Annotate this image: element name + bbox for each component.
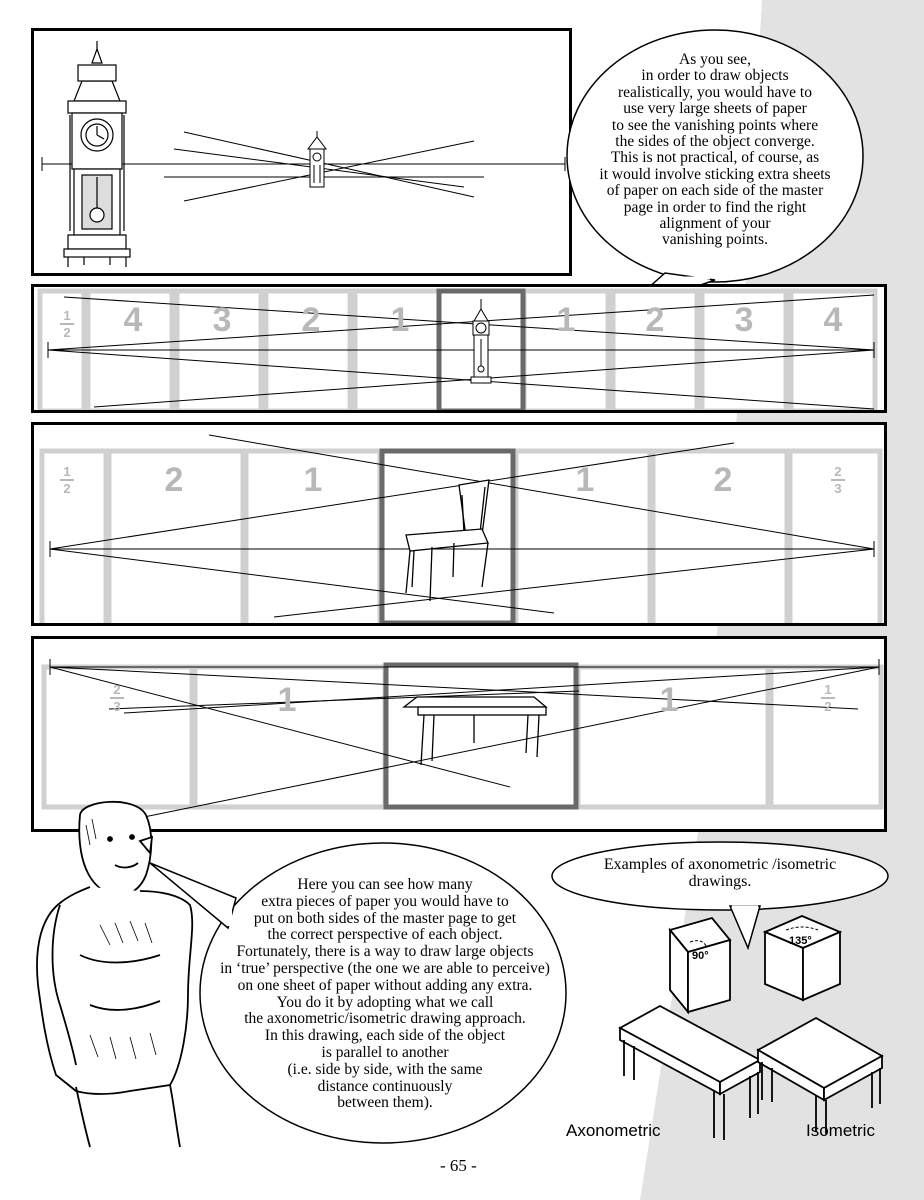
grandfather-clock-icon (64, 41, 130, 267)
page-number: - 65 - (440, 1156, 477, 1175)
page-number-label: 1 (277, 681, 297, 719)
isometric-table-icon (758, 1018, 882, 1134)
fraction-half-left: 1 2 (60, 465, 74, 495)
page-number-label: 2 (164, 461, 184, 499)
caption-isometric: Isometric (806, 1121, 875, 1140)
axonometric-isometric-examples (610, 910, 900, 1150)
small-clock-icon (308, 131, 326, 187)
axonometric-cube-icon (670, 918, 730, 1012)
speech-bubble-bottom (150, 838, 570, 1148)
clock-sheets-drawing (34, 287, 887, 413)
page-number-label: 1 (390, 301, 410, 339)
speech-bubble-top (565, 28, 865, 284)
page-number-label: 4 (123, 301, 143, 339)
page-number-label: 3 (212, 301, 232, 339)
page-number-label: 3 (734, 301, 754, 339)
page-number-label: 2 (301, 301, 321, 339)
axonometric-table-icon (620, 1006, 760, 1140)
speech-text-examples: Examples of axonometric /isometric drawings. (603, 856, 837, 890)
page-number-label: 2 (645, 301, 665, 339)
page-number-label: 4 (823, 301, 843, 339)
speech-text-top: As you see, in order to draw objects realistically, you would have to use very large sheets of paper to see the vanishing points where the sides of the object converge. This is not practical, of course, as it would involve sticking extra sheets of paper on each side of the master page in order to find the right alignment of your vanishing points. (599, 51, 831, 249)
table-icon (404, 697, 546, 765)
page-number-label: 1 (303, 461, 323, 499)
clock-perspective-drawing (34, 31, 572, 276)
caption-axonometric: Axonometric (566, 1121, 661, 1140)
angle-label-135: 135° (789, 935, 812, 947)
chair-icon (406, 480, 489, 601)
fraction-two-thirds-right: 2 3 (831, 465, 845, 495)
fraction-half-left: 1 2 (60, 309, 74, 339)
page-number-label: 1 (659, 681, 679, 719)
fraction-half-right: 1 2 (821, 683, 835, 713)
page-number-label: 1 (556, 301, 576, 339)
fraction-two-thirds-left: 2 3 (110, 683, 124, 713)
page-number-label: 2 (713, 461, 733, 499)
clock-icon (471, 299, 491, 383)
panel-clock-sheets (31, 284, 887, 413)
panel-clock-perspective (31, 28, 572, 276)
panel-chair-sheets (31, 422, 887, 626)
chair-sheets-drawing (34, 425, 887, 626)
speech-text-bottom: Here you can see how many extra pieces of paper you would have to put on both sides of the master page to get the correct perspective of each object. Fortunately, there is a way to draw large objects in ‘true’ perspective (the one we are able to perceive) on one sheet of paper without adding any extra. You do it by adopting what we call the axonometric/isometric drawing approach. In this drawing, each side of the object is parallel to another (i.e. side by side, with the same distance continuously between them). (220, 876, 550, 1112)
angle-label-90: 90° (692, 950, 709, 962)
page-number-label: 1 (575, 461, 595, 499)
